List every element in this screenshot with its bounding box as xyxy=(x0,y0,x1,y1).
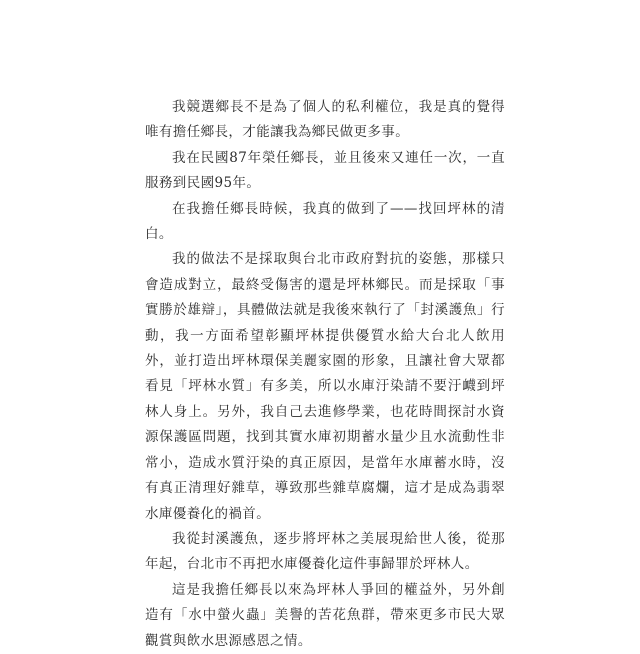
paragraph-2: 我在民國87年榮任鄉長，並且後來又連任一次，一直服務到民國95年。 xyxy=(145,149,505,192)
paragraph-5: 我從封溪護魚，逐步將坪林之美展現給世人後，從那年起，台北市不再把水庫優養化這件事歸罪於坪林人。 xyxy=(145,530,505,573)
paragraph-4: 我的做法不是採取與台北市政府對抗的姿態，那樣只會造成對立，最終受傷害的還是坪林鄉民。而是採取「事實勝於雄辯」，具體做法就是我後來執行了「封溪護魚」行動，我一方面希望彰顯坪林提供優質水給大台北人飲用外，並打造出坪林環保美麗家園的形象，且讓社會大眾都看見「坪林水質」有多美，所以水庫汙染請不要汙衊到坪林人身上。另外，我自己去進修學業，也花時間探討水資源保護區問題，找到其實水庫初期蓄水量少且水流動性非常小，造成水質汙染的真正原因，是當年水庫蓄水時，沒有真正清理好雜草，導致那些雜草腐爛，這才是成為翡翠水庫優養化的禍首。 xyxy=(145,251,505,522)
body-text xyxy=(145,95,505,654)
paragraph-6: 這是我擔任鄉長以來為坪林人爭回的權益外，另外創造有「水中螢火蟲」美譽的苦花魚群，帶來更多市民大眾觀賞與飲水思源感恩之情。 xyxy=(145,581,505,649)
paragraph-3: 在我擔任鄉長時候，我真的做到了——找回坪林的清白。 xyxy=(145,200,505,243)
paragraph-1: 我競選鄉長不是為了個人的私利權位，我是真的覺得唯有擔任鄉長，才能讓我為鄉民做更多事。 xyxy=(145,99,505,141)
